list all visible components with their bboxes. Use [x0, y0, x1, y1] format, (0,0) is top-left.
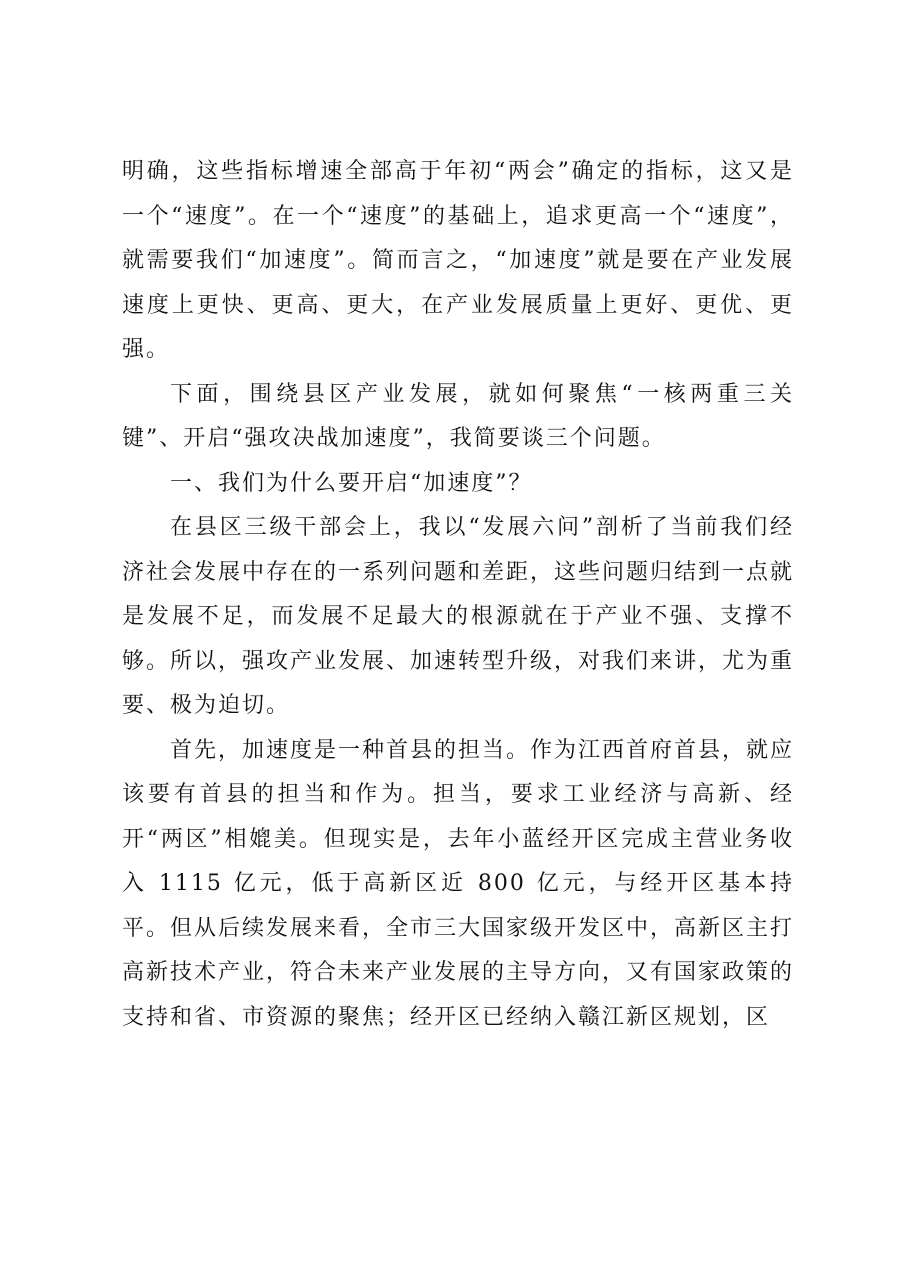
- paragraph-continuation: 明确，这些指标增速全部高于年初“两会”确定的指标，这又是一个“速度”。在一个“速度”的基础上，追求更高一个“速度”，就需要我们“加速度”。简而言之，“加速度”就是要在产业发展速度上更快、更高、更大，在产业发展质量上更好、更优、更强。: [122, 159, 794, 362]
- paragraph-problems: 在县区三级干部会上，我以“发展六问”剖析了当前我们经济社会发展中存在的一系列问题和差距，这些问题归结到一点就是发展不足，而发展不足最大的根源就在于产业不强、支撑不够。所以，强攻产业发展、加速转型升级，对我们来讲，尤为重要、极为迫切。: [122, 515, 795, 718]
- section-heading: 一、我们为什么要开启“加速度”？: [170, 470, 533, 496]
- document-body: [122, 150, 794, 1040]
- paragraph-first-point: 首先，加速度是一种首县的担当。作为江西首府首县，就应该要有首县的担当和作为。担当，要求工业经济与高新、经开“两区”相媲美。但现实是，去年小蓝经开区完成主营业务收入 1115 亿元，低于高新区近 800 亿元，与经开区基本持平。但从后续发展来看，全市三大国家级开发区中，高新区主打高新技术产业，符合未来产业发展的主导方向，又有国家政策的支持和省、市资源的聚焦；经开区已经纳入赣江新区规划，区: [122, 737, 795, 1030]
- paragraph-intro: 下面，围绕县区产业发展，就如何聚焦“一核两重三关键”、开启“强攻决战加速度”，我简要谈三个问题。: [122, 381, 794, 451]
